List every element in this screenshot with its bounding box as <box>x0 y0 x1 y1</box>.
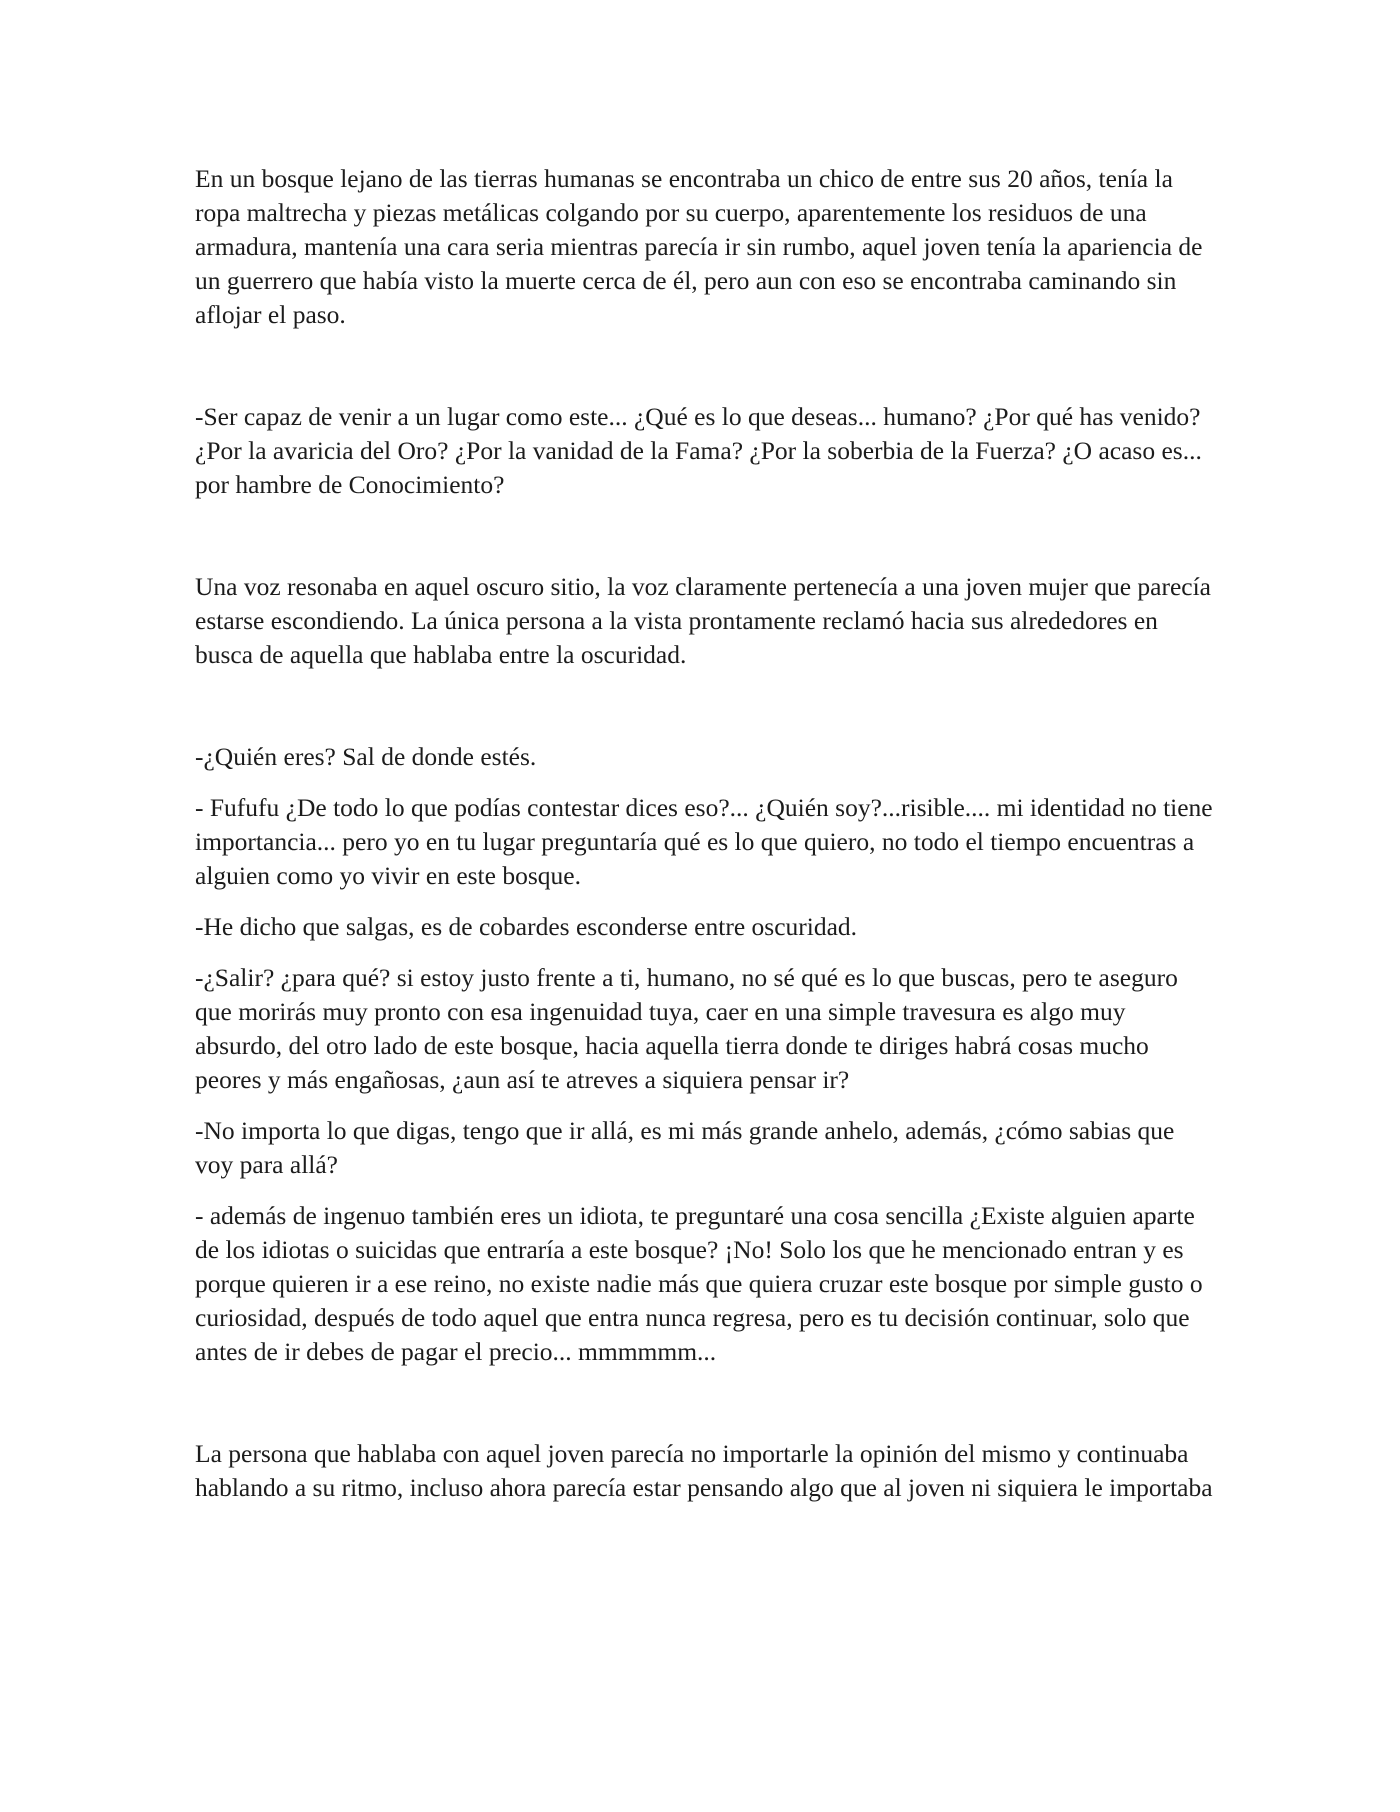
paragraph-dialogue-5: -¿Salir? ¿para qué? si estoy justo frente a ti, humano, no sé qué es lo que buscas, pero te aseguro que morirás muy pronto con esa ingenuidad tuya, caer en una simple travesura es algo muy absurdo, del otro lado de este bosque, hacia aquella tierra donde te diriges habrá cosas mucho peores y más engañosas, ¿aun así te atreves a siquiera pensar ir? <box>195 963 1178 1094</box>
paragraph-dialogue-3: - Fufufu ¿De todo lo que podías contestar dices eso?... ¿Quién soy?...risible.... mi identidad no tiene importancia... pero yo en tu lugar preguntaría qué es lo que quiero, no todo el tiempo encuentras a alguien como yo vivir en este bosque. <box>195 793 1213 890</box>
paragraph-narration-2: Una voz resonaba en aquel oscuro sitio, la voz claramente pertenecía a una joven mujer que parecía estarse escondiendo. La única persona a la vista prontamente reclamó hacia sus alrededores en busca de aquella que hablaba entre la oscuridad. <box>195 572 1211 669</box>
paragraph-narration-1: En un bosque lejano de las tierras humanas se encontraba un chico de entre sus 20 años, tenía la ropa maltrecha y piezas metálicas colgando por su cuerpo, aparentemente los residuos de una armadura, mantenía una cara seria mientras parecía ir sin rumbo, aquel joven tenía la apariencia de un guerrero que había visto la muerte cerca de él, pero aun con eso se encontraba caminando sin aflojar el paso. <box>195 164 1203 329</box>
paragraph-dialogue-6: -No importa lo que digas, tengo que ir allá, es mi más grande anhelo, además, ¿cómo sabias que voy para allá? <box>195 1116 1175 1179</box>
paragraph-dialogue-7: - además de ingenuo también eres un idiota, te preguntaré una cosa sencilla ¿Existe alguien aparte de los idiotas o suicidas que entraría a este bosque? ¡No! Solo los que he mencionado entran y es porque quieren ir a ese reino, no existe nadie más que quiera cruzar este bosque por simple gusto o curiosidad, después de todo aquel que entra nunca regresa, pero es tu decisión continuar, solo que antes de ir debes de pagar el precio... mmmmmm... <box>195 1201 1203 1366</box>
paragraph-narration-3: La persona que hablaba con aquel joven parecía no importarle la opinión del mismo y continuaba hablando a su ritmo, incluso ahora parecía estar pensando algo que al joven ni siquiera le importaba <box>195 1439 1213 1502</box>
paragraph-dialogue-2: -¿Quién eres? Sal de donde estés. <box>195 742 537 771</box>
paragraph-dialogue-4: -He dicho que salgas, es de cobardes esconderse entre oscuridad. <box>195 912 858 941</box>
document-body <box>195 162 1215 1505</box>
paragraph-dialogue-1: -Ser capaz de venir a un lugar como este... ¿Qué es lo que deseas... humano? ¿Por qué has venido? ¿Por la avaricia del Oro? ¿Por la vanidad de la Fama? ¿Por la soberbia de la Fuerza? ¿O acaso es... por hambre de Conocimiento? <box>195 402 1202 499</box>
